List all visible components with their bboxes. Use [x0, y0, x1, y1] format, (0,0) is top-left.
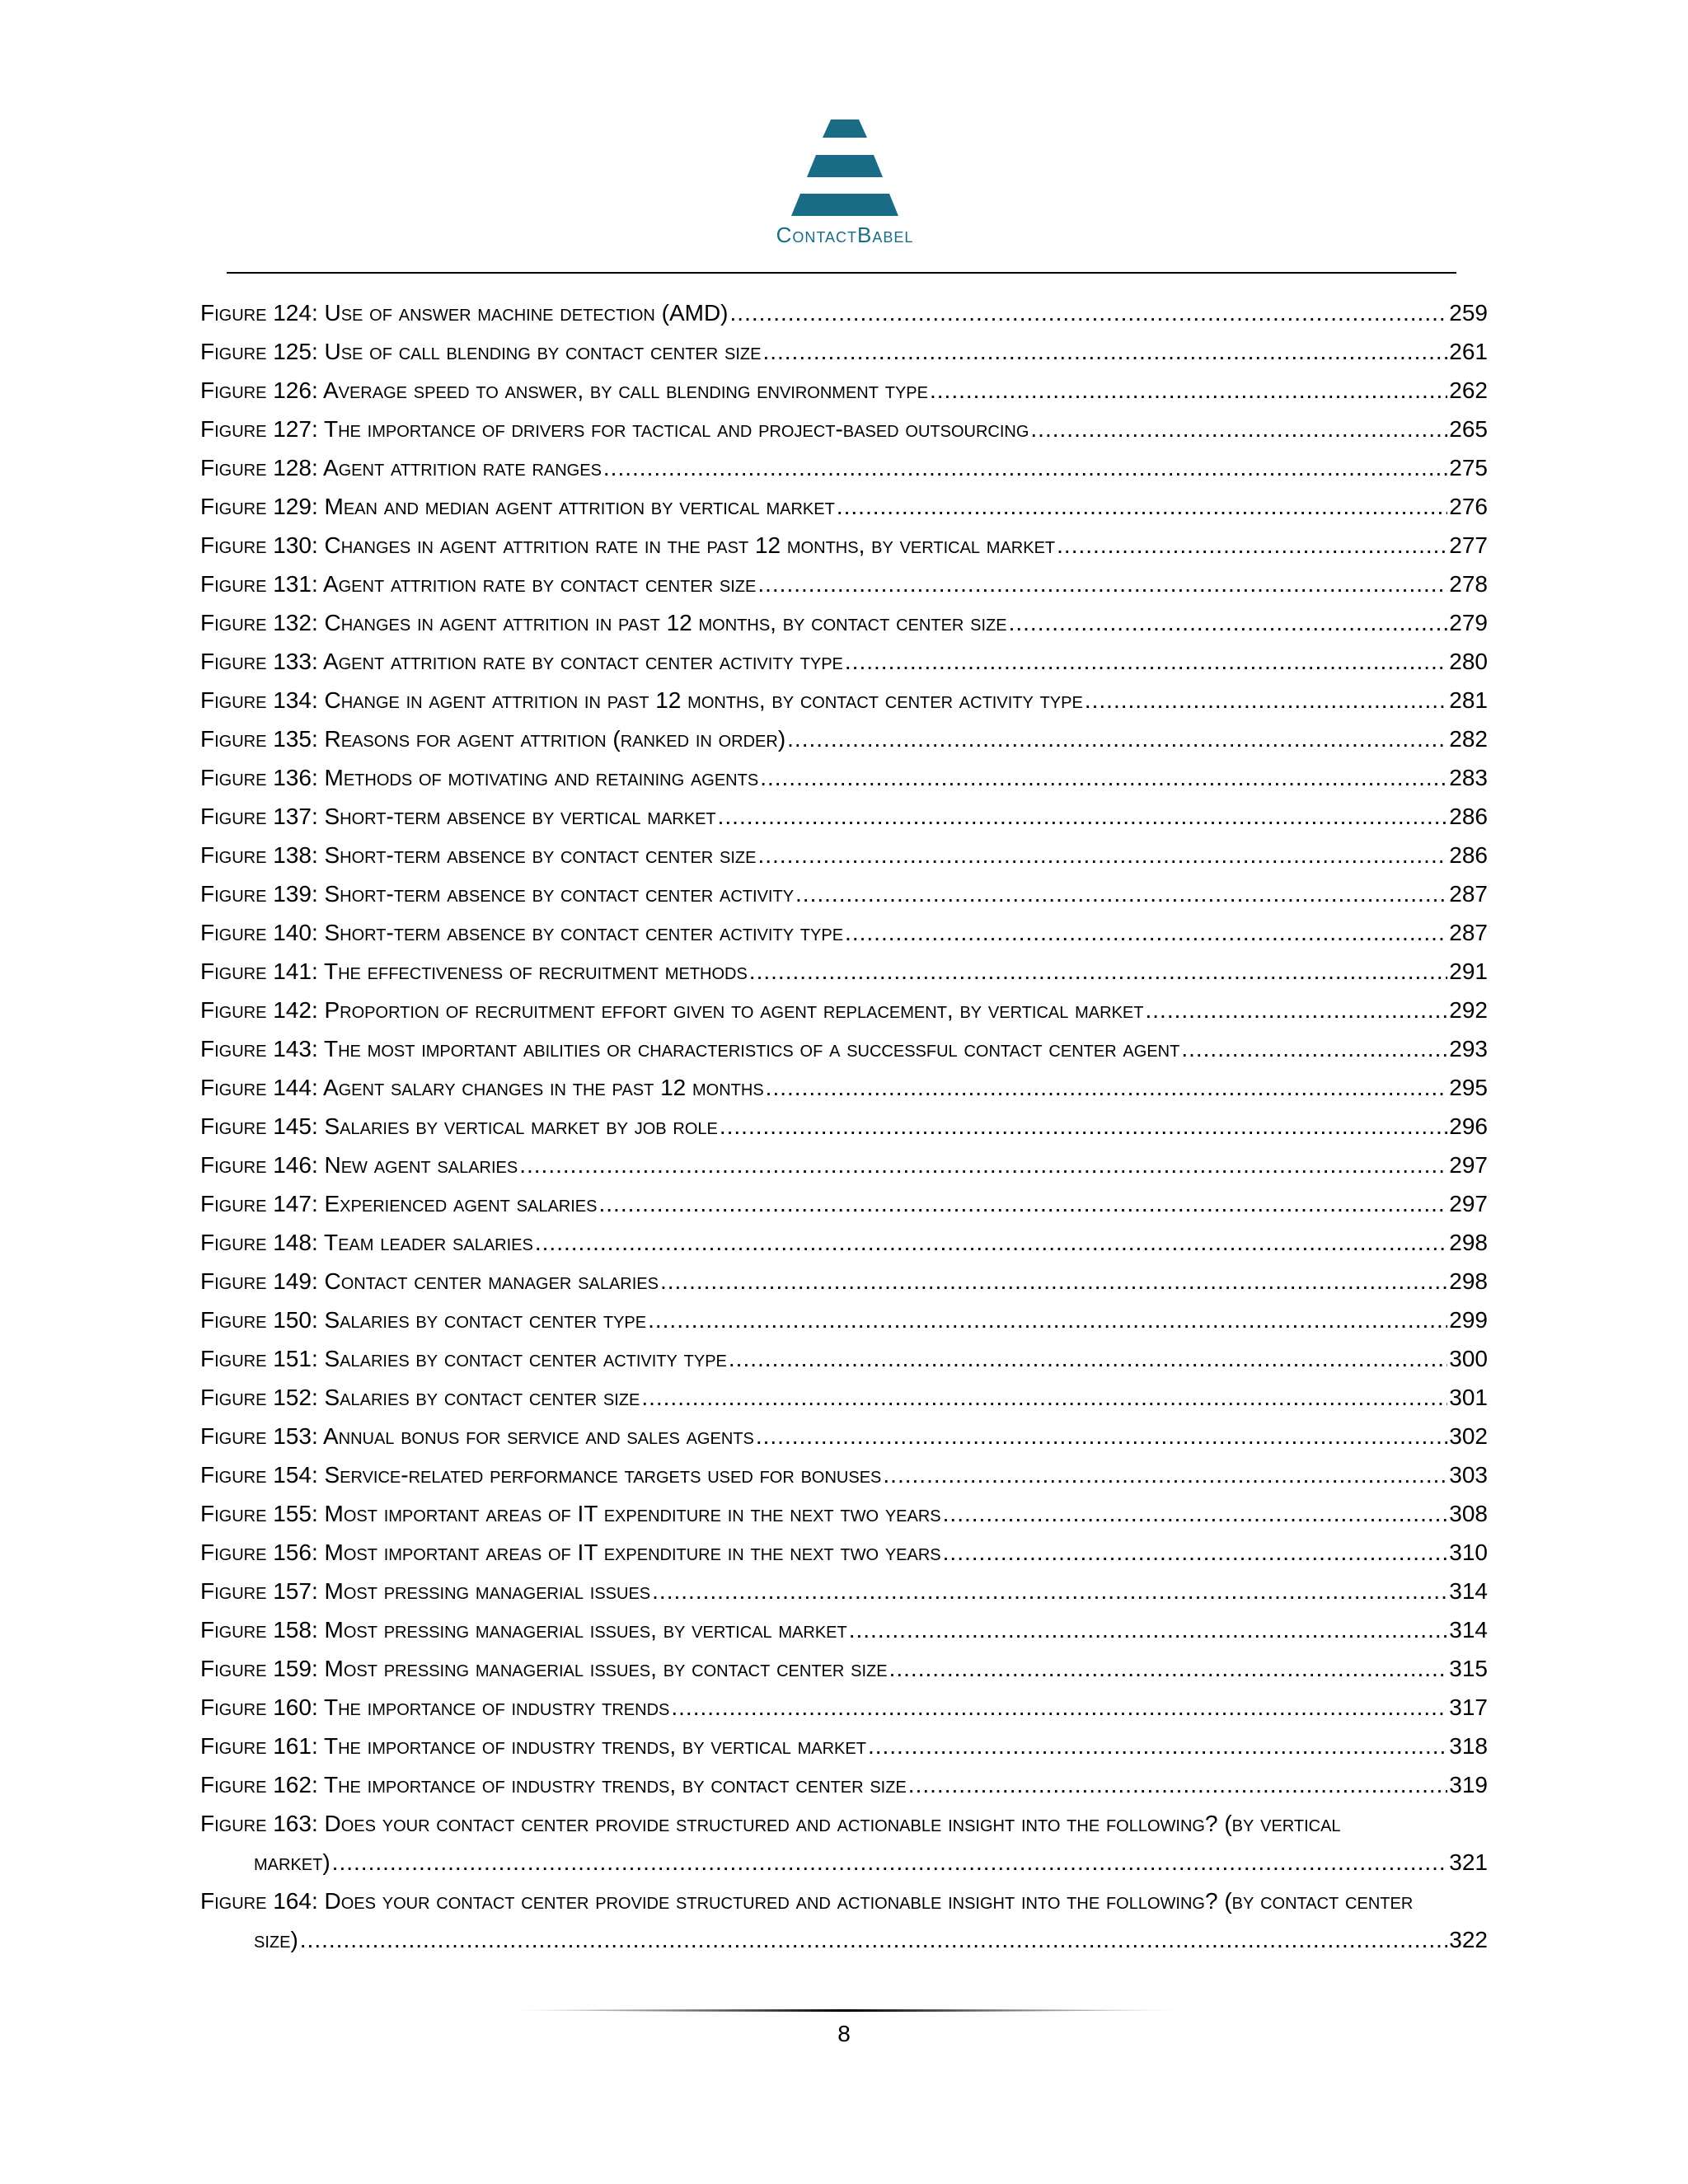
toc-entry-page: 298: [1449, 1268, 1488, 1294]
toc-entry-label: Figure 143: The most important abilities or characteristics of a successful contact center agent: [200, 1036, 1180, 1062]
toc-entry-label: Figure 132: Changes in agent attrition in past 12 months, by contact center size: [200, 610, 1007, 635]
toc-entry-page: 292: [1449, 997, 1488, 1023]
dot-leader: [757, 565, 1447, 603]
toc-entry-label: Figure 128: Agent attrition rate ranges: [200, 455, 602, 480]
dot-leader: [332, 1843, 1448, 1882]
toc-entry-label: Figure 160: The importance of industry trends: [200, 1694, 670, 1720]
pyramid-logo-icon: [767, 115, 923, 218]
toc-entry-page: 279: [1449, 610, 1488, 635]
toc-entry-label: Figure 135: Reasons for agent attrition (ranked in order): [200, 726, 786, 752]
toc-entry-page: 287: [1449, 920, 1488, 945]
toc-entry[interactable]: [200, 1339, 1488, 1378]
toc-entry-page: 302: [1449, 1423, 1488, 1449]
toc-entry-page: 278: [1449, 571, 1488, 597]
toc-entry-label: Figure 140: Short-term absence by contact center activity type: [200, 920, 844, 945]
toc-entry-page: 286: [1449, 842, 1488, 868]
toc-entry-label-line2: size): [254, 1927, 298, 1952]
toc-entry-page: 295: [1449, 1075, 1488, 1100]
toc-entry[interactable]: [200, 1378, 1488, 1417]
dot-leader: [729, 1339, 1447, 1378]
toc-entry[interactable]: [200, 758, 1488, 797]
toc-entry-label: Figure 162: The importance of industry trends, by contact center size: [200, 1772, 907, 1797]
toc-entry-page: 280: [1449, 649, 1488, 674]
toc-entry-label: Figure 125: Use of call blending by contact center size: [200, 339, 762, 364]
toc-entry-label: Figure 133: Agent attrition rate by contact center activity type: [200, 649, 843, 674]
toc-entry-page: 321: [1449, 1849, 1488, 1875]
logo-tier-bottom: [791, 194, 898, 216]
toc-entry[interactable]: [200, 642, 1488, 681]
dot-leader: [535, 1223, 1447, 1262]
dot-leader: [845, 642, 1447, 681]
toc-entry-label: Figure 161: The importance of industry trends, by vertical market: [200, 1733, 866, 1759]
dot-leader: [598, 1184, 1447, 1223]
toc-entry[interactable]: [200, 565, 1488, 603]
toc-entry-label: Figure 127: The importance of drivers for tactical and project-based outsourcing: [200, 416, 1029, 442]
dot-leader: [1009, 603, 1448, 642]
toc-entry-page: 317: [1449, 1694, 1488, 1720]
toc-entry[interactable]: [200, 371, 1488, 410]
toc-entry-page: 259: [1449, 300, 1488, 326]
toc-entry-label: Figure 158: Most pressing managerial issues, by vertical market: [200, 1617, 847, 1643]
toc-entry-page: 303: [1449, 1462, 1488, 1488]
dot-leader: [837, 487, 1447, 526]
toc-entry[interactable]: [200, 1649, 1488, 1688]
toc-entry[interactable]: [200, 719, 1488, 758]
toc-entry-label-line1: Figure 163: Does your contact center provide structured and actionable insight into the following? (by vertical: [200, 1811, 1341, 1836]
toc-entry-label: Figure 144: Agent salary changes in the past 12 months: [200, 1075, 764, 1100]
toc-entry-label: Figure 154: Service-related performance targets used for bonuses: [200, 1462, 882, 1488]
toc-entry[interactable]: [200, 913, 1488, 952]
toc-entry[interactable]: [200, 1688, 1488, 1727]
toc-entry-label: Figure 137: Short-term absence by vertical market: [200, 804, 716, 829]
footer-rule: [503, 2008, 1187, 2013]
dot-leader: [641, 1378, 1447, 1417]
toc-entry-label: Figure 152: Salaries by contact center size: [200, 1385, 640, 1410]
toc-entry-page: 265: [1449, 416, 1488, 442]
toc-entry[interactable]: [200, 1610, 1488, 1649]
table-of-figures: [200, 293, 1488, 1959]
toc-entry-page: 298: [1449, 1230, 1488, 1255]
dot-leader: [787, 719, 1447, 758]
toc-entry-label: Figure 136: Methods of motivating and retaining agents: [200, 765, 759, 790]
dot-leader: [652, 1572, 1447, 1610]
toc-entry[interactable]: [200, 603, 1488, 642]
toc-entry-label: Figure 130: Changes in agent attrition rate in the past 12 months, by vertical market: [200, 532, 1056, 558]
toc-entry-page: 297: [1449, 1191, 1488, 1216]
toc-entry[interactable]: [200, 332, 1488, 371]
contactbabel-logo: [742, 115, 948, 255]
dot-leader: [889, 1649, 1448, 1688]
toc-entry-label: Figure 124: Use of answer machine detection (AMD): [200, 300, 729, 326]
toc-entry[interactable]: [200, 1727, 1488, 1765]
toc-entry-page: 275: [1449, 455, 1488, 480]
toc-entry-label: Figure 139: Short-term absence by contact center activity: [200, 881, 795, 907]
toc-entry-label: Figure 146: New agent salaries: [200, 1152, 518, 1178]
toc-entry-page: 281: [1449, 687, 1488, 713]
toc-entry[interactable]: [200, 1417, 1488, 1455]
toc-entry[interactable]: [200, 836, 1488, 874]
toc-entry-page: 291: [1449, 958, 1488, 984]
toc-entry[interactable]: [200, 1804, 1488, 1882]
toc-entry-label: Figure 145: Salaries by vertical market by job role: [200, 1113, 718, 1139]
toc-entry[interactable]: [200, 1572, 1488, 1610]
dot-leader: [766, 1068, 1448, 1107]
page-number: 8: [837, 2021, 851, 2046]
dot-leader: [868, 1727, 1447, 1765]
dot-leader: [845, 913, 1447, 952]
toc-entry[interactable]: [200, 1494, 1488, 1533]
toc-entry[interactable]: [200, 991, 1488, 1029]
dot-leader: [671, 1688, 1447, 1727]
toc-entry-page: 282: [1449, 726, 1488, 752]
dot-leader: [908, 1765, 1447, 1804]
toc-entry[interactable]: [200, 1262, 1488, 1301]
toc-entry[interactable]: [200, 1029, 1488, 1068]
toc-entry-page: 277: [1449, 532, 1488, 558]
dot-leader: [943, 1494, 1448, 1533]
dot-leader: [795, 874, 1447, 913]
dot-leader: [883, 1455, 1447, 1494]
toc-entry-page: 299: [1449, 1307, 1488, 1333]
header-rule: [227, 272, 1456, 274]
brand-part2: Babel: [857, 223, 914, 247]
dot-leader: [760, 758, 1447, 797]
dot-leader: [943, 1533, 1448, 1572]
dot-leader: [1057, 526, 1447, 565]
dot-leader: [718, 797, 1448, 836]
brand-part1: Contact: [776, 223, 858, 247]
dot-leader: [720, 1107, 1447, 1146]
toc-entry[interactable]: [200, 1146, 1488, 1184]
dot-leader: [757, 836, 1447, 874]
toc-entry-page: 261: [1449, 339, 1488, 364]
toc-entry-label: Figure 131: Agent attrition rate by contact center size: [200, 571, 757, 597]
toc-entry-label: Figure 141: The effectiveness of recruitment methods: [200, 958, 748, 984]
toc-entry-page: 286: [1449, 804, 1488, 829]
toc-entry-page: 301: [1449, 1385, 1488, 1410]
toc-entry[interactable]: [200, 797, 1488, 836]
logo-tier-top: [823, 120, 867, 138]
toc-entry[interactable]: [200, 293, 1488, 332]
dot-leader: [648, 1301, 1447, 1339]
toc-entry-page: 300: [1449, 1346, 1488, 1371]
toc-entry-label: Figure 126: Average speed to answer, by call blending environment type: [200, 377, 928, 403]
toc-entry-page: 276: [1449, 494, 1488, 519]
toc-entry-label: Figure 150: Salaries by contact center type: [200, 1307, 647, 1333]
dot-leader: [849, 1610, 1448, 1649]
toc-entry-page: 262: [1449, 377, 1488, 403]
dot-leader: [749, 952, 1447, 991]
toc-entry-page: 322: [1449, 1927, 1488, 1952]
toc-entry-label: Figure 156: Most important areas of IT expenditure in the next two years: [200, 1540, 941, 1565]
dot-leader: [762, 332, 1447, 371]
toc-entry[interactable]: [200, 1068, 1488, 1107]
toc-entry-label: Figure 155: Most important areas of IT expenditure in the next two years: [200, 1501, 941, 1526]
toc-entry[interactable]: [200, 1301, 1488, 1339]
toc-entry-page: 287: [1449, 881, 1488, 907]
toc-entry[interactable]: [200, 526, 1488, 565]
toc-entry-page: 318: [1449, 1733, 1488, 1759]
toc-entry-page: 297: [1449, 1152, 1488, 1178]
dot-leader: [519, 1146, 1447, 1184]
dot-leader: [1030, 410, 1447, 448]
toc-entry-page: 310: [1449, 1540, 1488, 1565]
toc-entry[interactable]: [200, 487, 1488, 526]
dot-leader: [930, 371, 1447, 410]
toc-entry-page: 315: [1449, 1656, 1488, 1681]
toc-entry-page: 296: [1449, 1113, 1488, 1139]
toc-entry-page: 283: [1449, 765, 1488, 790]
toc-entry-page: 293: [1449, 1036, 1488, 1062]
logo-tier-middle: [807, 155, 883, 177]
toc-entry-page: 308: [1449, 1501, 1488, 1526]
toc-entry-page: 314: [1449, 1578, 1488, 1604]
toc-entry-label-line1: Figure 164: Does your contact center provide structured and actionable insight into the following? (by contact center: [200, 1888, 1414, 1914]
toc-entry-label: Figure 142: Proportion of recruitment effort given to agent replacement, by vertical market: [200, 997, 1144, 1023]
toc-entry-label: Figure 148: Team leader salaries: [200, 1230, 533, 1255]
toc-entry-label: Figure 151: Salaries by contact center activity type: [200, 1346, 727, 1371]
dot-leader: [1145, 991, 1447, 1029]
toc-entry-page: 319: [1449, 1772, 1488, 1797]
toc-entry-label: Figure 138: Short-term absence by contact center size: [200, 842, 757, 868]
toc-entry[interactable]: [200, 1107, 1488, 1146]
toc-entry[interactable]: [200, 681, 1488, 719]
toc-entry[interactable]: [200, 1533, 1488, 1572]
toc-entry[interactable]: [200, 874, 1488, 913]
brand-wordmark: [742, 223, 948, 248]
dot-leader: [730, 293, 1448, 332]
toc-entry[interactable]: [200, 952, 1488, 991]
toc-entry-label: Figure 129: Mean and median agent attrition by vertical market: [200, 494, 835, 519]
dot-leader: [1085, 681, 1447, 719]
toc-entry-label: Figure 159: Most pressing managerial issues, by contact center size: [200, 1656, 888, 1681]
dot-leader: [756, 1417, 1447, 1455]
toc-entry-label: Figure 147: Experienced agent salaries: [200, 1191, 598, 1216]
dot-leader: [603, 448, 1447, 487]
toc-entry[interactable]: [200, 448, 1488, 487]
toc-entry-label: Figure 157: Most pressing managerial issues: [200, 1578, 651, 1604]
toc-entry[interactable]: [200, 1223, 1488, 1262]
dot-leader: [1181, 1029, 1447, 1068]
toc-entry-label-line2: market): [254, 1849, 331, 1875]
toc-entry[interactable]: [200, 1765, 1488, 1804]
toc-entry[interactable]: [200, 1184, 1488, 1223]
toc-entry[interactable]: [200, 1455, 1488, 1494]
toc-entry-page: 314: [1449, 1617, 1488, 1643]
toc-entry-label: Figure 134: Change in agent attrition in past 12 months, by contact center activity type: [200, 687, 1083, 713]
toc-entry[interactable]: [200, 1882, 1488, 1959]
toc-entry-label: Figure 149: Contact center manager salaries: [200, 1268, 659, 1294]
toc-entry[interactable]: [200, 410, 1488, 448]
toc-entry-label: Figure 153: Annual bonus for service and sales agents: [200, 1423, 754, 1449]
dot-leader: [300, 1920, 1448, 1959]
dot-leader: [660, 1262, 1447, 1301]
